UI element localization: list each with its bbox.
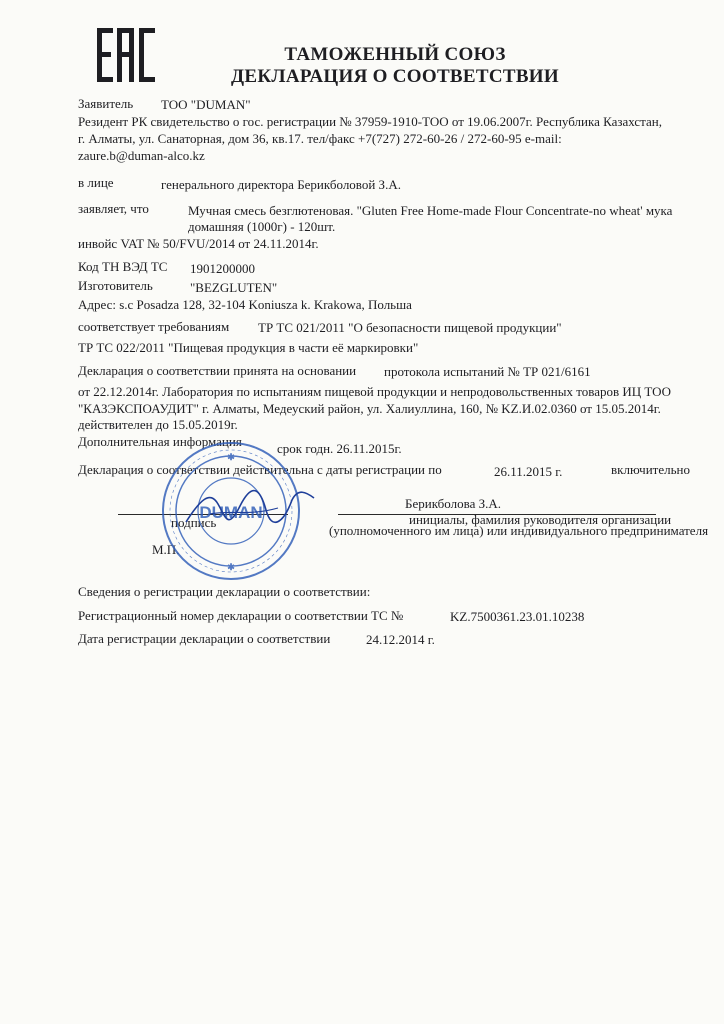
applicant-details-3: zaure.b@duman-alco.kz xyxy=(78,148,205,163)
manufacturer-label: Изготовитель xyxy=(78,278,153,293)
tn-ved-value: 1901200000 xyxy=(190,261,255,276)
validity-suffix: включительно xyxy=(611,462,690,477)
name-caption-1: инициалы, фамилия руководителя организации xyxy=(409,512,672,527)
registration-date-label: Дата регистрации декларации о соответствии xyxy=(78,631,331,646)
stamp-place-label: М.П. xyxy=(152,542,180,557)
signature-caption: подпись xyxy=(171,515,217,530)
title-declaration: ДЕКЛАРАЦИЯ О СООТВЕТСТВИИ xyxy=(231,66,559,87)
eac-logo-icon xyxy=(95,26,157,84)
validity-date: 26.11.2015 г. xyxy=(494,464,563,479)
registration-number-value: KZ.7500361.23.01.10238 xyxy=(450,609,585,624)
name-caption-2: (уполномоченного им лица) или индивидуального предпринимателя xyxy=(329,523,709,538)
registration-heading: Сведения о регистрации декларации о соответствии: xyxy=(78,584,371,599)
invoice: инвойс VAT № 50/FVU/2014 от 24.11.2014г. xyxy=(78,236,319,251)
basis-line-2: от 22.12.2014г. Лаборатория по испытаниям пищевой продукции и непродовольственных товаров ИЦ ТОО xyxy=(78,384,671,399)
registration-date-value: 24.12.2014 г. xyxy=(366,632,435,647)
compliance-label: соответствует требованиям xyxy=(78,319,230,334)
represented-label: в лице xyxy=(78,175,114,190)
validity-label: Декларация о соответствии действительна с даты регистрации по xyxy=(78,462,442,477)
applicant-details-2: г. Алматы, ул. Санаторная, дом 36, кв.17. тел/факс +7(727) 272-60-26 / 272-60-95 e-mail: xyxy=(78,131,562,146)
registration-number-label: Регистрационный номер декларации о соответствии ТС № xyxy=(78,608,404,623)
basis-line-4: действителен до 15.05.2019г. xyxy=(78,417,238,432)
applicant-label: Заявитель xyxy=(78,96,134,111)
stamp-center-text: DUMAN xyxy=(199,503,263,522)
basis-label: Декларация о соответствии принята на основании xyxy=(78,363,357,378)
manufacturer-address: Адрес: s.c Posadza 128, 32-104 Koniusza k. Krakowa, Польша xyxy=(78,297,412,312)
declares-value-2: домашняя (1000г) - 120шт. xyxy=(188,219,336,234)
additional-label: Дополнительная информация xyxy=(78,434,242,449)
manufacturer-name: "BEZGLUTEN" xyxy=(190,280,278,295)
compliance-value-2: ТР ТС 022/2011 "Пищевая продукция в части её маркировки" xyxy=(78,340,419,355)
basis-line-3: "КАЗЭКСПОАУДИТ" г. Алматы, Медеуский район, ул. Халиуллина, 160, № KZ.И.02.0360 от 15.05.2014г. xyxy=(78,401,661,416)
title-customs-union: ТАМОЖЕННЫЙ СОЮЗ xyxy=(284,44,506,65)
applicant-details-1: Резидент РК свидетельство о гос. регистрации № 37959-1910-ТОО от 19.06.2007г. Республика Казахстан, xyxy=(78,114,662,129)
svg-text:✱: ✱ xyxy=(227,452,235,462)
basis-protocol: протокола испытаний № ТР 021/6161 xyxy=(384,364,591,379)
tn-ved-label: Код ТН ВЭД ТС xyxy=(78,259,168,274)
svg-text:✱: ✱ xyxy=(227,562,235,572)
handwritten-signature-icon xyxy=(180,470,320,540)
signer-name: Берикболова З.А. xyxy=(405,496,502,511)
compliance-value-1: ТР ТС 021/2011 "О безопасности пищевой продукции" xyxy=(258,320,562,335)
applicant-name: ТОО "DUMAN" xyxy=(161,97,251,112)
additional-value: срок годн. 26.11.2015г. xyxy=(277,441,402,456)
represented-value: генерального директора Берикболовой З.А. xyxy=(161,177,401,192)
declares-value-1: Мучная смесь безглютеновая. "Gluten Free Home-made Flour Concentrate-no wheat' мука xyxy=(188,203,673,218)
declares-label: заявляет, что xyxy=(78,201,149,216)
